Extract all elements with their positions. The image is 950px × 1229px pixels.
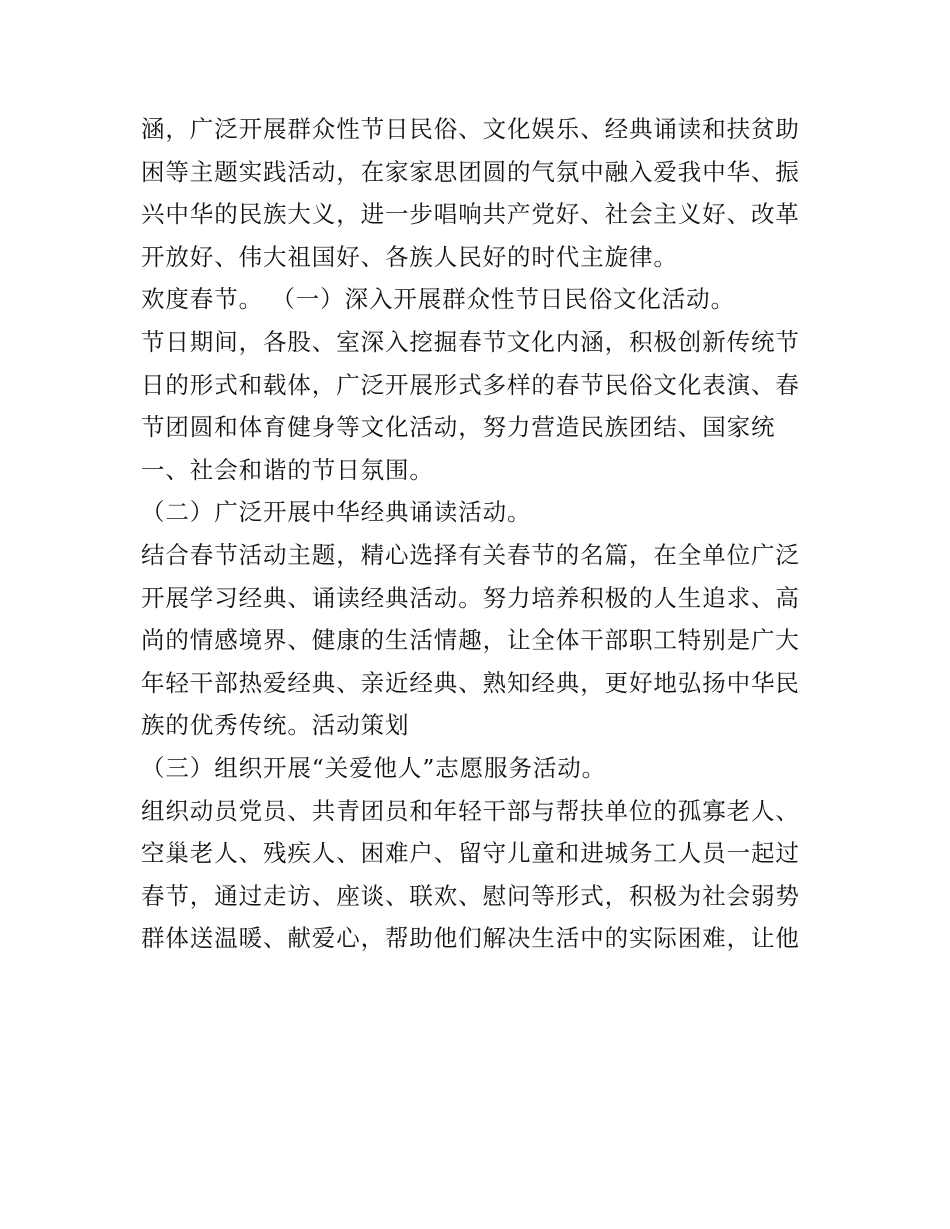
text-line: 空巢老人、残疾人、困难户、留守儿童和进城务工人员一起过 — [141, 839, 800, 868]
text-line: 节团圆和体育健身等文化活动，努力营造民族团结、国家统 — [141, 413, 776, 442]
text-line: 节日期间，各股、室深入挖掘春节文化内涵，积极创新传统节 — [141, 327, 800, 356]
section-heading-line: （三）组织开展“关爱他人”志愿服务活动。 — [141, 753, 607, 782]
text-line: 群体送温暖、献爱心，帮助他们解决生活中的实际困难，让他 — [141, 924, 800, 953]
text-line: 组织动员党员、共青团员和年轻干部与帮扶单位的孤寡老人、 — [141, 796, 800, 825]
text-line: 兴中华的民族大义，进一步唱响共产党好、社会主义好、改革 — [141, 200, 800, 229]
text-line: 开放好、伟大祖国好、各族人民好的时代主旋律。 — [141, 242, 678, 271]
text-line: 日的形式和载体，广泛开展形式多样的春节民俗文化表演、春 — [141, 370, 800, 399]
text-line: 春节，通过走访、座谈、联欢、慰问等形式，积极为社会弱势 — [141, 881, 800, 910]
text-line: 开展学习经典、诵读经典活动。努力培养积极的人生追求、高 — [141, 583, 800, 612]
text-line: 年轻干部热爱经典、亲近经典、熟知经典，更好地弘扬中华民 — [141, 668, 800, 697]
section-heading-line: 欢度春节。 （一）深入开展群众性节日民俗文化活动。 — [141, 285, 735, 314]
text-line: 一、社会和谐的节日氛围。 — [141, 455, 434, 484]
text-line: 涵，广泛开展群众性节日民俗、文化娱乐、经典诵读和扶贫助 — [141, 115, 800, 143]
text-line: 结合春节活动主题，精心选择有关春节的名篇，在全单位广泛 — [141, 540, 800, 569]
document-body — [141, 108, 821, 960]
text-line: 尚的情感境界、健康的生活情趣，让全体干部职工特别是广大 — [141, 626, 800, 655]
text-line: 困等主题实践活动，在家家思团圆的气氛中融入爱我中华、振 — [141, 157, 800, 186]
text-line: 族的优秀传统。活动策划 — [141, 711, 410, 740]
section-heading-line: （二）广泛开展中华经典诵读活动。 — [141, 498, 532, 527]
